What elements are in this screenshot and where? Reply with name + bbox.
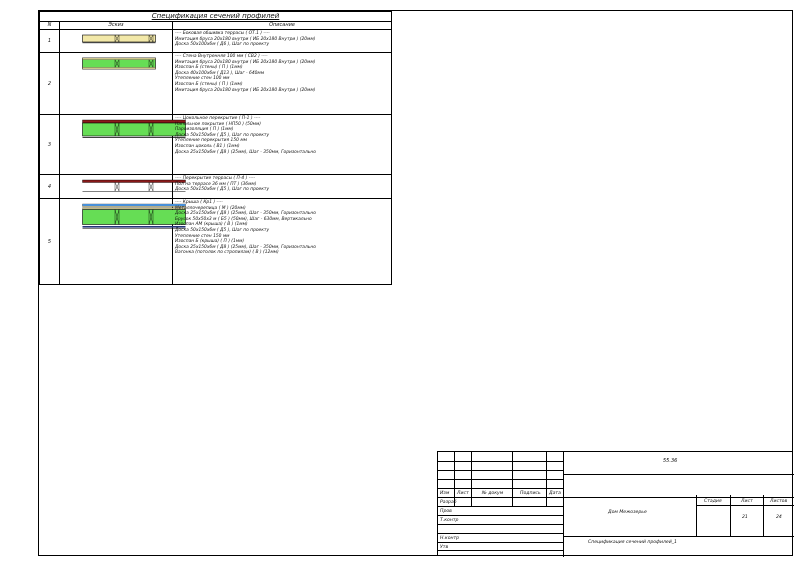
- section-sketch: [60, 30, 173, 53]
- table-title: Спецификация сечений профилей: [40, 12, 392, 22]
- sheet-label: Лист: [741, 499, 753, 504]
- title-block: [437, 451, 793, 556]
- sheet-title: Спецификация сечений профилей_1: [588, 540, 677, 545]
- table-row: [40, 30, 392, 53]
- row-description: [173, 115, 392, 175]
- row-number: 1: [40, 30, 60, 53]
- row-number: 3: [40, 115, 60, 175]
- sheets-count: 24: [776, 515, 782, 520]
- table-row: [40, 175, 392, 199]
- col-list: Лист: [457, 491, 469, 496]
- section-sketch: [60, 53, 173, 115]
- description-line: Имитация бруса 20х180 внутри ( ИБ 20х180 Внутри ) (20мм): [175, 59, 316, 65]
- row-description: [173, 30, 392, 53]
- description-line: Напольное покрытие ( НП50 ) (50мм): [175, 121, 262, 127]
- table-row: [40, 199, 392, 285]
- header-description: Описание: [173, 22, 392, 30]
- description-line: Изоспан Б (крыша) ( П ) (1мм): [175, 239, 245, 245]
- description-line: Доска 25х150х6м ( Д8 ) (25мм), Шаг - 350мм, Горизонтально: [175, 244, 316, 250]
- description-line: Доска 50х100х6м ( Д6 ), Шаг по проекту: [175, 42, 270, 48]
- description-line: Доска 50х150х6м ( Д5 ), Шаг по проекту: [175, 132, 270, 138]
- section-sketch: [60, 175, 173, 199]
- header-num: N: [40, 22, 60, 30]
- description-line: Утепление перекрытия 150 мм: [175, 138, 247, 144]
- description-line: Имитация бруса 20х180 внутри ( ИБ 20х180 Внутри ) (20мм): [175, 36, 316, 42]
- row-number: 5: [40, 199, 60, 285]
- role-checker: Пров: [440, 509, 452, 514]
- col-doc-number: № докум: [482, 491, 504, 496]
- description-line: Изоспан цоколь ( В1 ) (1мм): [175, 143, 240, 149]
- description-line: Утепление стен 100 мм: [175, 76, 230, 82]
- section-sketch: [60, 115, 173, 175]
- profile-specification-table: [39, 11, 392, 285]
- description-line: Доска 50х150х6м ( Д5 ), Шаг по проекту: [175, 187, 270, 193]
- sheet-number: 21: [742, 515, 748, 520]
- section-sketch-svg: [82, 119, 186, 139]
- description-line: ---- Крыша ( Кр1 ) ----: [175, 200, 223, 205]
- document-code: 55.36: [663, 458, 678, 464]
- role-developer: Разраб: [440, 500, 457, 505]
- row-number: 4: [40, 175, 60, 199]
- sheets-label: Листов: [770, 499, 788, 504]
- section-sketch-svg: [82, 179, 186, 193]
- description-line: Изоспан АМ (крыша) ( В ) (1мм): [175, 222, 248, 228]
- row-description: [173, 53, 392, 115]
- description-line: Вагонка (потолок по стропилам) ( В ) (12мм): [175, 250, 279, 256]
- header-sketch: Эскиз: [60, 22, 173, 30]
- section-sketch-svg: [82, 34, 156, 44]
- description-line: Доска 50х150х6м ( Д5 ), Шаг по проекту: [175, 227, 270, 233]
- role-norm-control: Н.контр: [440, 536, 460, 541]
- section-sketch-svg: [82, 203, 186, 231]
- section-sketch-svg: [82, 57, 156, 71]
- description-line: Металлочерепица ( М ) (20мм): [175, 205, 246, 211]
- project-name: Дом Межозерье: [608, 510, 647, 515]
- role-tech-control: Т.контр: [440, 518, 459, 523]
- description-line: Утепление стен 150 мм: [175, 233, 230, 239]
- description-line: Доска 25х150х6м ( Д8 ) (25мм), Шаг - 350мм, Горизонтально: [175, 211, 316, 217]
- description-line: Изоспан Б (стены) ( П ) (1мм): [175, 81, 243, 87]
- description-line: Пол на террасе 36 мм ( ПТ ) (36мм): [175, 181, 257, 187]
- table-row: [40, 115, 392, 175]
- table-row: [40, 53, 392, 115]
- description-line: ---- Боковая обшивка террасы ( ОТ.1 ) ----: [175, 31, 270, 36]
- description-line: Брусок 50х50х3 м ( Б5 ) (50мм), Шаг - 630мм, Вертикально: [175, 216, 312, 222]
- description-line: ---- Цокольное перекрытие ( П-1 ) ----: [175, 116, 261, 121]
- description-line: ---- Перекрытие террасы ( П-4 ) ----: [175, 176, 256, 181]
- col-date: Дата: [549, 491, 561, 496]
- description-line: Изоспан Б (стены) ( П ) (1мм): [175, 65, 243, 71]
- role-approved: Утв: [440, 545, 449, 550]
- col-izm: Изм: [440, 491, 450, 496]
- row-description: [173, 175, 392, 199]
- description-line: ---- Стена Внутренняя 100 мм ( СВ2 ) ----: [175, 54, 268, 59]
- row-number: 2: [40, 53, 60, 115]
- description-line: Доска 40х100х6м ( Д13 ), Шаг - 640мм: [175, 70, 265, 76]
- section-sketch: [60, 199, 173, 285]
- stage-label: Стадия: [704, 499, 722, 504]
- row-description: [173, 199, 392, 285]
- description-line: Пароизоляция ( П ) (1мм): [175, 127, 234, 133]
- description-line: Доска 25х150х6м ( Д8 ) (25мм), Шаг - 350мм, Горизонтально: [175, 149, 316, 155]
- col-signature: Подпись: [520, 491, 541, 496]
- description-line: Имитация бруса 20х180 внутри ( ИБ 20х180 Внутри ) (20мм): [175, 87, 316, 93]
